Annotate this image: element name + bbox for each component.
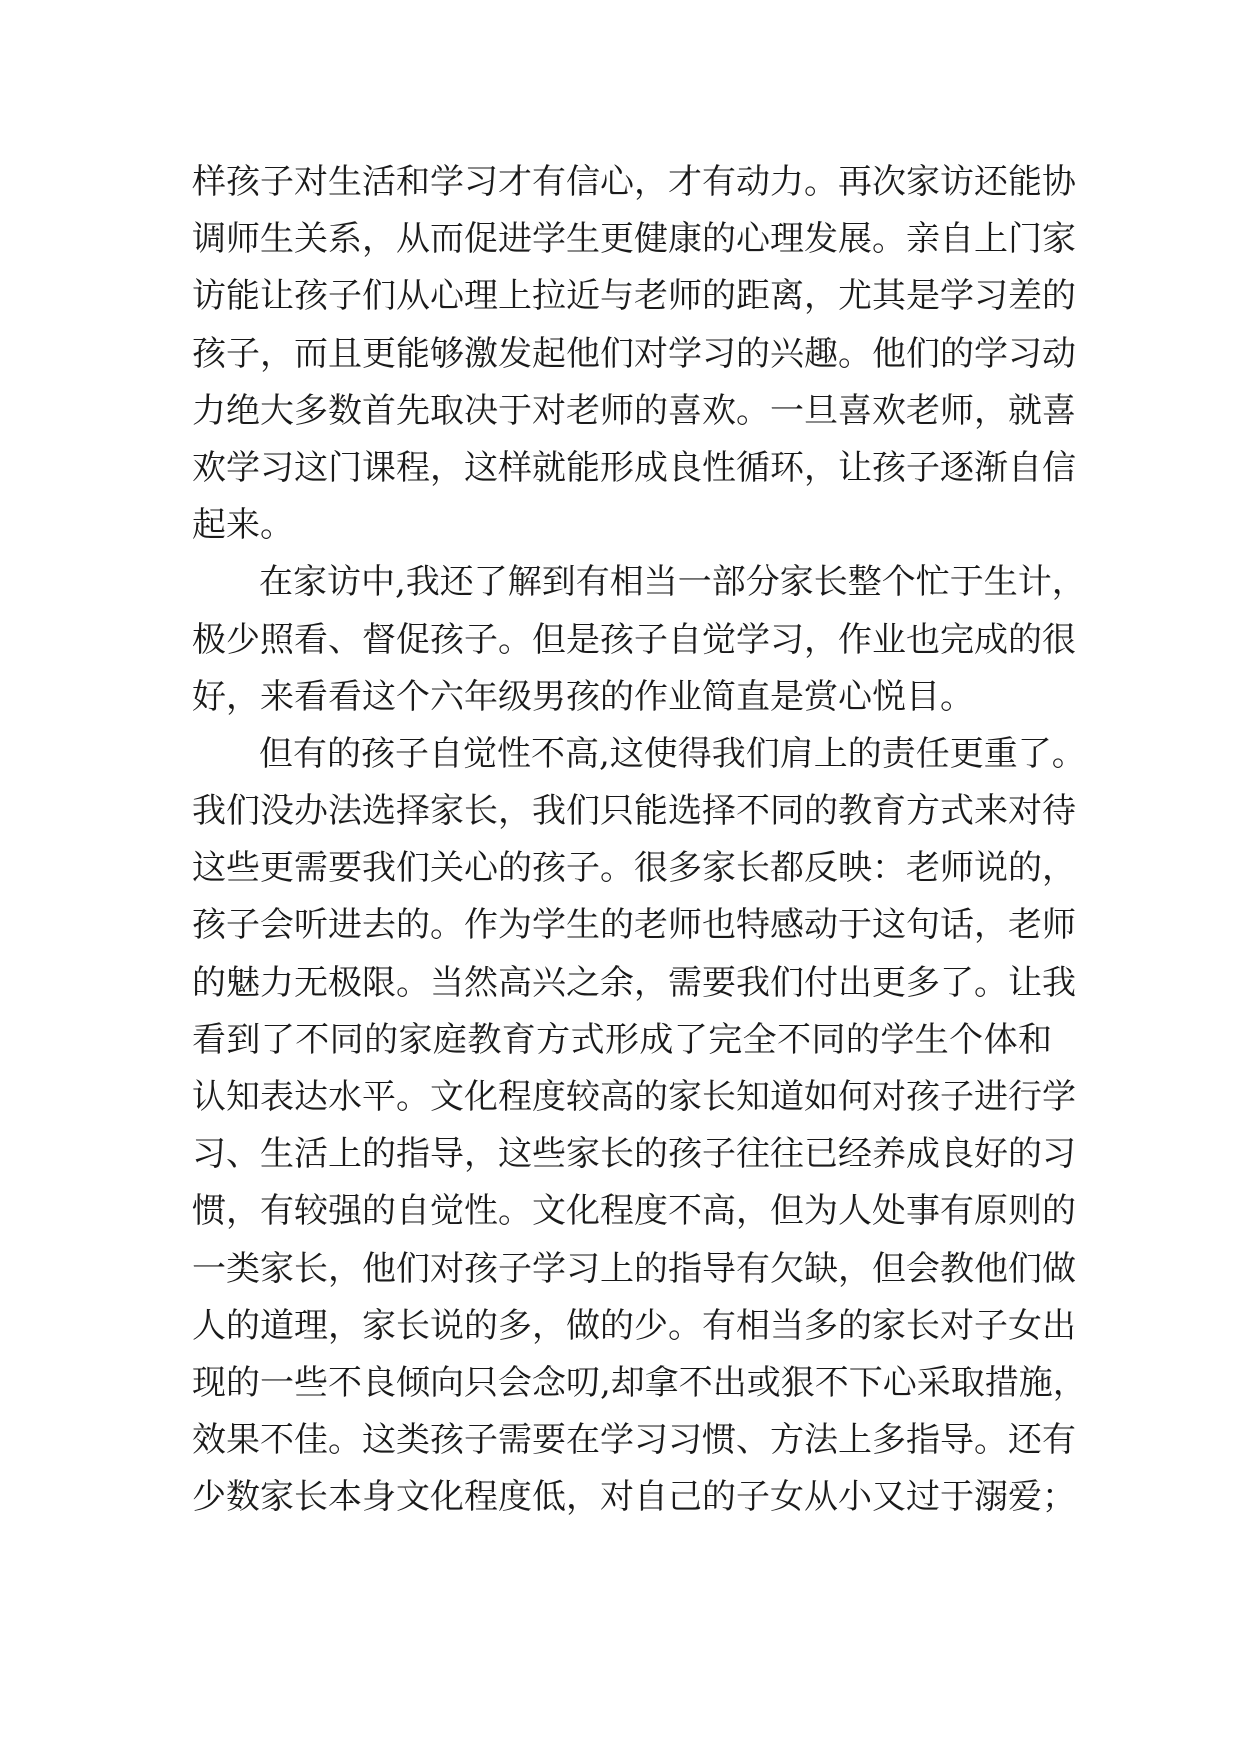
text-line: 人的道理，家长说的多，做的少。有相当多的家长对子女出	[192, 1305, 1076, 1346]
text-line: 欢学习这门课程，这样就能形成良性循环，让孩子逐渐自信	[192, 447, 1076, 488]
text-line: 看到了不同的家庭教育方式形成了完全不同的学生个体和	[192, 1019, 1052, 1060]
text-line: 极少照看、督促孩子。但是孩子自觉学习，作业也完成的很	[192, 619, 1076, 660]
text-line: 孩子，而且更能够激发起他们对学习的兴趣。他们的学习动	[192, 333, 1076, 374]
body-text	[192, 162, 1087, 1595]
text-line: 惯，有较强的自觉性。文化程度不高，但为人处事有原则的	[192, 1191, 1076, 1232]
text-line: 习、生活上的指导，这些家长的孩子往往已经养成良好的习	[192, 1134, 1076, 1175]
text-line: 现的一些不良倾向只会念叨,却拿不出或狠不下心采取措施，	[192, 1362, 1087, 1403]
paragraph-first-line: 在家访中,我还了解到有相当一部分家长整个忙于生计，	[259, 562, 1086, 603]
text-line: 好，来看看这个六年级男孩的作业简直是赏心悦目。	[192, 676, 974, 717]
text-line	[192, 1538, 1052, 1572]
text-line: 我们没办法选择家长，我们只能选择不同的教育方式来对待	[192, 791, 1076, 832]
text-line: 这些更需要我们关心的孩子。很多家长都反映：老师说的，	[192, 848, 1076, 889]
text-line: 一类家长，他们对孩子学习上的指导有欠缺，但会教他们做	[192, 1248, 1076, 1289]
text-line: 孩子会听进去的。作为学生的老师也特感动于这句话，老师	[192, 905, 1076, 946]
text-line: 样孩子对生活和学习才有信心，才有动力。再次家访还能协	[192, 162, 1076, 202]
text-line: 效果不佳。这类孩子需要在学习习惯、方法上多指导。还有	[192, 1420, 1076, 1461]
paragraph-first-line: 但有的孩子自觉性不高,这使得我们肩上的责任更重了。	[259, 733, 1086, 774]
text-line: 认知表达水平。文化程度较高的家长知道如何对孩子进行学	[192, 1077, 1076, 1117]
text-line: 力绝大多数首先取决于对老师的喜欢。一旦喜欢老师，就喜	[192, 390, 1076, 431]
text-line: 的魅力无极限。当然高兴之余，需要我们付出更多了。让我	[192, 962, 1076, 1003]
text-line: 访能让孩子们从心理上拉近与老师的距离，尤其是学习差的	[192, 276, 1076, 317]
text-line: 调师生关系，从而促进学生更健康的心理发展。亲自上门家	[192, 219, 1076, 260]
text-line: 少数家长本身文化程度低，对自己的子女从小又过于溺爱；	[192, 1477, 1076, 1518]
text-line: 起来。	[192, 505, 294, 546]
